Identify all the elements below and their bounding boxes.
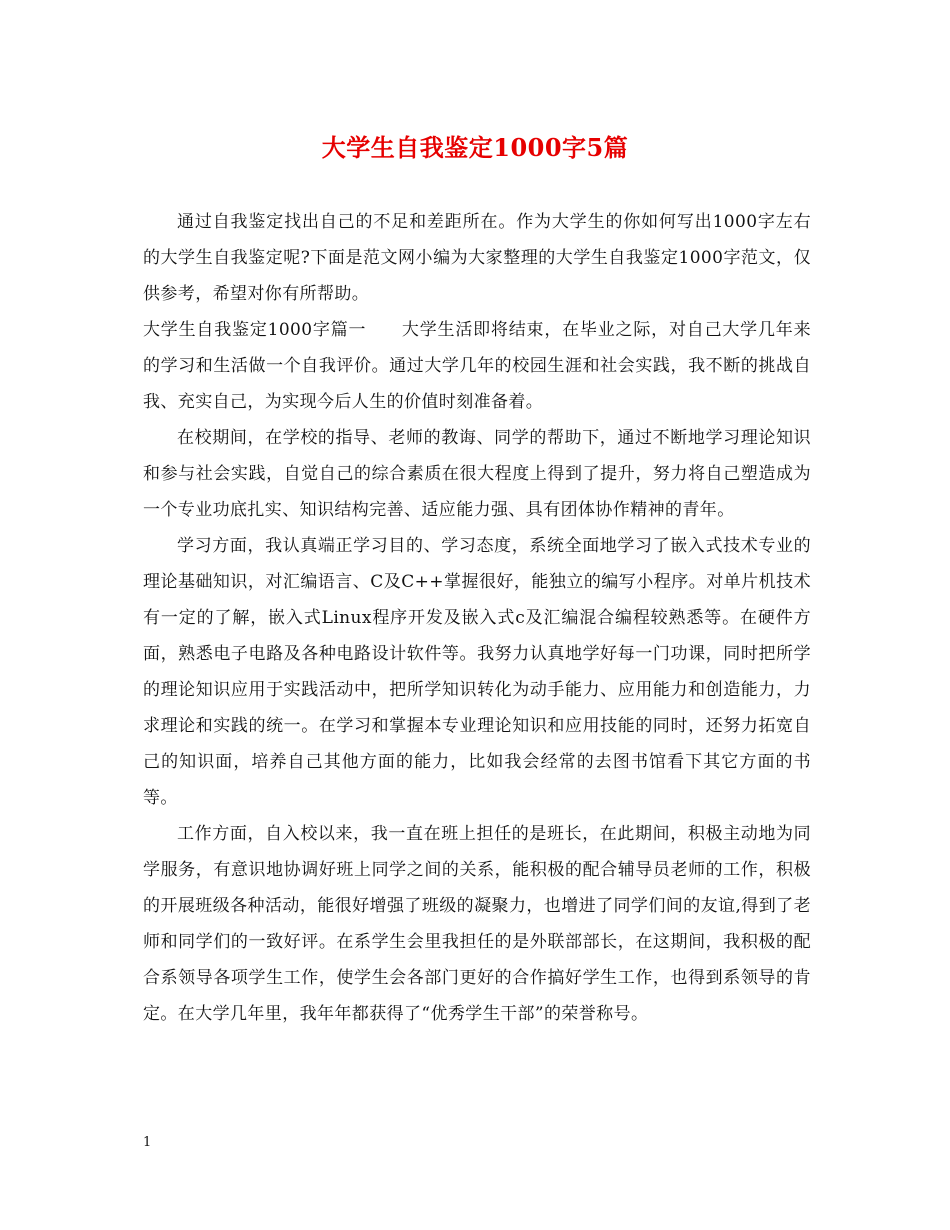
study-paragraph: 学习方面，我认真端正学习目的、学习态度，系统全面地学习了嵌入式技术专业的理论基础知识，对汇编语言、C及C++掌握很好，能独立的编写小程序。对单片机技术有一定的了解，嵌入式Linux程序开发及嵌入式c及汇编混合编程较熟悉等。在硬件方面，熟悉电子电路及各种电路设计软件等。我努力认真地学好每一门功课，同时把所学的理论知识应用于实践活动中，把所学知识转化为动手能力、应用能力和创造能力，力求理论和实践的统一。在学习和掌握本专业理论知识和应用技能的同时，还努力拓宽自己的知识面，培养自己其他方面的能力，比如我会经常的去图书馆看下其它方面的书等。 [143, 536, 811, 808]
work-paragraph: 工作方面，自入校以来，我一直在班上担任的是班长，在此期间，积极主动地为同学服务，有意识地协调好班上同学之间的关系，能积极的配合辅导员老师的工作，积极的开展班级各种活动，能很好增强了班级的凝聚力，也增进了同学们间的友谊,得到了老师和同学们的一致好评。在系学生会里我担任的是外联部部长，在这期间，我积极的配合系领导各项学生工作，使学生会各部门更好的合作搞好学生工作，也得到系领导的肯定。在大学几年里，我年年都获得了“优秀学生干部”的荣誉称号。 [143, 824, 811, 1024]
document-body [143, 204, 811, 1032]
section-one-paragraph: 大学生自我鉴定1000字篇一 大学生活即将结束，在毕业之际，对自己大学几年来的学习和生活做一个自我评价。通过大学几年的校园生涯和社会实践，我不断的挑战自我、充实自己，为实现今后人生的价值时刻准备着。 [143, 320, 811, 412]
intro-paragraph: 通过自我鉴定找出自己的不足和差距所在。作为大学生的你如何写出1000字左右的大学生自我鉴定呢?下面是范文网小编为大家整理的大学生自我鉴定1000字范文，仅供参考，希望对你有所帮助。 [143, 212, 811, 304]
page-number: 1 [143, 1135, 152, 1150]
document-title: 大学生自我鉴定1000字5篇 [321, 133, 629, 162]
school-period-paragraph: 在校期间，在学校的指导、老师的教诲、同学的帮助下，通过不断地学习理论知识和参与社会实践，自觉自己的综合素质在很大程度上得到了提升，努力将自己塑造成为一个专业功底扎实、知识结构完善、适应能力强、具有团体协作精神的青年。 [143, 428, 811, 520]
